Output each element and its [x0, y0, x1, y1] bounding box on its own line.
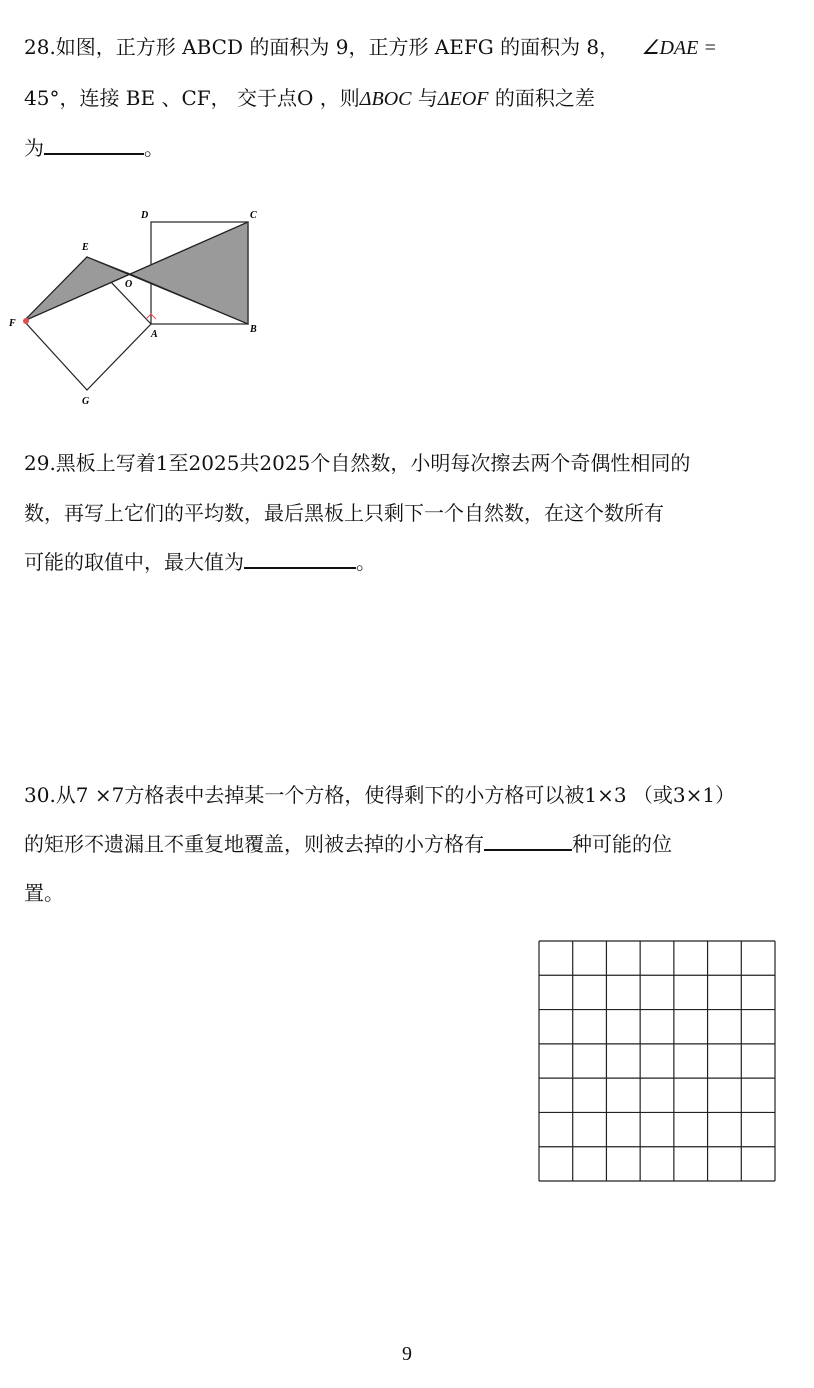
label-f: F	[9, 318, 16, 329]
q28-text-line3b: 。	[144, 136, 164, 160]
triangle-boc	[130, 222, 248, 324]
q28-text-mid: 与	[411, 86, 438, 110]
q30-answer-blank[interactable]	[484, 829, 572, 851]
q28-answer-blank[interactable]	[44, 133, 144, 155]
q30-text-line2b: 种可能的位	[572, 832, 672, 856]
label-b: B	[250, 324, 257, 335]
label-c: C	[250, 210, 257, 221]
q30-grid	[537, 938, 777, 1184]
page-number: 9	[402, 1343, 412, 1365]
label-a: A	[151, 329, 158, 340]
point-f-mark	[23, 318, 29, 324]
q30-text-line3: 置。	[24, 881, 64, 905]
label-o: O	[125, 279, 133, 290]
q28-text-line2a: 45°，连接 BE 、CF， 交于点O ，则	[24, 86, 360, 110]
q29-text-line3b: 。	[356, 550, 376, 574]
q29-text-line2: 数，再写上它们的平均数，最后黑板上只剩下一个自然数，在这个数所有	[24, 501, 664, 525]
q30-text-line2a: 的矩形不遗漏且不重复地覆盖，则被去掉的小方格有	[24, 832, 484, 856]
label-d: D	[141, 210, 149, 221]
label-g: G	[82, 396, 90, 407]
triangle-eof	[24, 257, 133, 321]
q28-figure	[0, 200, 290, 415]
q29-answer-blank[interactable]	[244, 547, 356, 569]
q28-text-line1: 28.如图，正方形 ABCD 的面积为 9，正方形 AEFG 的面积为 8，	[24, 35, 620, 59]
q28-text-line2b: 的面积之差	[488, 86, 595, 110]
q29-text-line1: 29.黑板上写着1至2025共2025个自然数，小明每次擦去两个奇偶性相同的	[24, 451, 691, 475]
q28-text-line3a: 为	[24, 136, 44, 160]
q28-angle: ∠DAE =	[641, 37, 717, 59]
q29-text-line3a: 可能的取值中，最大值为	[24, 550, 244, 574]
q28-triangle-eof: ΔEOF	[437, 88, 489, 110]
label-e: E	[82, 242, 89, 253]
q28-triangle-boc: ΔBOC	[359, 88, 412, 110]
q30-text-line1: 30.从7 ×7方格表中去掉某一个方格，使得剩下的小方格可以被1×3 （或3×1）	[24, 783, 736, 807]
